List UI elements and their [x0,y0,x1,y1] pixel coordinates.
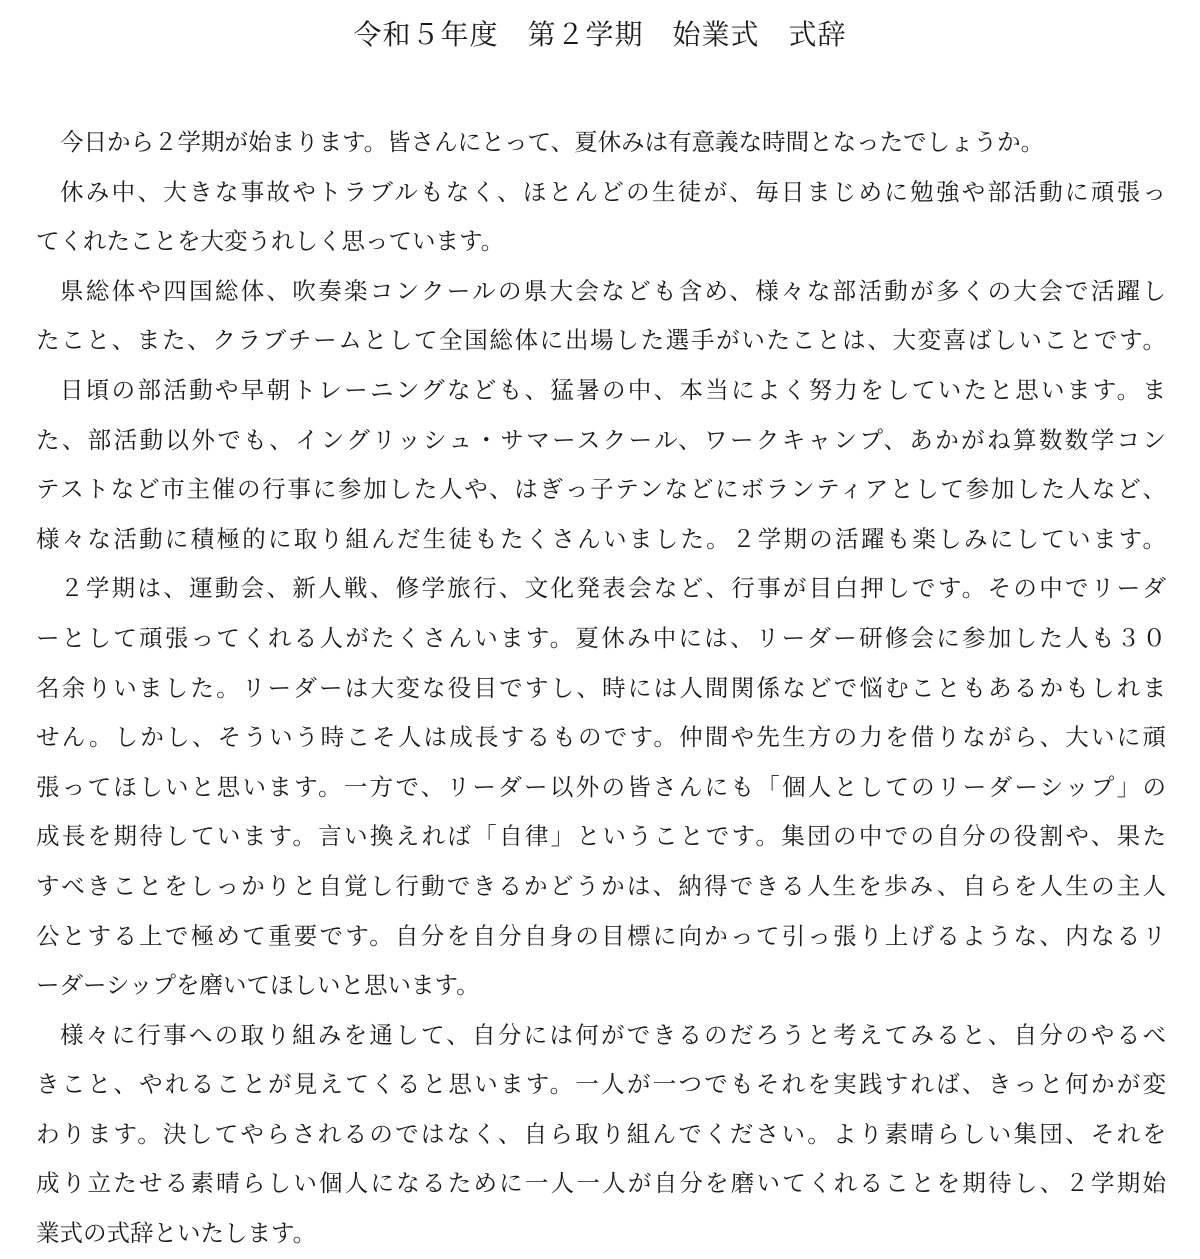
paragraph-5-line-4: せん。しかし、そういう時こそ人は成長するものです。仲間や先生方の力を借りながら、大いに頑 [36,723,1166,752]
paragraph-5-line-6: 成長を期待しています。言い換えれば「自律」ということです。集団の中での自分の役割や、果た [36,822,1166,851]
document-title: 令和５年度 第２学期 始業式 式辞 [353,18,847,51]
paragraph-5-line-5: 張ってほしいと思います。一方で、リーダー以外の皆さんにも「個人としてのリーダーシップ」の [36,772,1166,801]
paragraph-6-line-3: わります。決してやらされるのではなく、自ら取り組んでください。より素晴らしい集団、それを [36,1119,1166,1148]
paragraph-3-line-2: たこと、また、クラブチームとして全国総体に出場した選手がいたことは、大変喜ばしいことです。 [36,326,1166,355]
paragraph-4-line-3: テストなど市主催の行事に参加した人や、はぎっ子テンなどにボランティアとして参加した人など、 [36,475,1166,504]
paragraph-4-line-1: 日頃の部活動や早朝トレーニングなども、猛暑の中、本当によく努力をしていたと思います。ま [60,375,1166,404]
paragraph-6-line-1: 様々に行事への取り組みを通して、自分には何ができるのだろうと考えてみると、自分のやるべ [60,1020,1166,1049]
paragraph-5-line-9: ーダーシップを磨いてほしいと思います。 [36,971,480,1000]
paragraph-5-line-2: ーとして頑張ってくれる人がたくさんいます。夏休み中には、リーダー研修会に参加した人も３０ [36,623,1166,652]
paragraph-4-line-2: た、部活動以外でも、イングリッシュ・サマースクール、ワークキャンプ、あかがね算数数学コン [36,425,1166,454]
paragraph-5-line-1: ２学期は、運動会、新人戦、修学旅行、文化発表会など、行事が目白押しです。その中でリーダ [60,574,1166,603]
paragraph-2-line-2: てくれたことを大変うれしく思っています。 [36,227,505,256]
paragraph-6-line-4: 成り立たせる素晴らしい個人になるために一人一人が自分を磨いてくれることを期待し、２学期始 [36,1169,1166,1198]
paragraph-1-line-1: 今日から２学期が始まります。皆さんにとって、夏休みは有意義な時間となったでしょうか。 [60,128,1045,156]
paragraph-4-line-4: 様々な活動に積極的に取り組んだ生徒もたくさんいました。２学期の活躍も楽しみにしています。 [36,524,1166,553]
paragraph-6-line-5: 業式の式辞といたします。 [36,1219,317,1248]
paragraph-2-line-1: 休み中、大きな事故やトラブルもなく、ほとんどの生徒が、毎日まじめに勉強や部活動に頑張っ [60,177,1166,206]
paragraph-5-line-7: すべきことをしっかりと自覚し行動できるかどうかは、納得できる人生を歩み、自らを人生の主人 [36,871,1166,900]
paragraph-5-line-8: 公とする上で極めて重要です。自分を自分自身の目標に向かって引っ張り上げるような、内なるリ [36,921,1166,950]
paragraph-5-line-3: 名余りいました。リーダーは大変な役目ですし、時には人間関係などで悩むこともあるかもしれま [36,673,1166,702]
speech-body [36,118,1166,1259]
paragraph-6-line-2: きこと、やれることが見えてくると思います。一人が一つでもそれを実践すれば、きっと何かが変 [36,1070,1166,1099]
paragraph-3-line-1: 県総体や四国総体、吹奏楽コンクールの県大会なども含め、様々な部活動が多くの大会で活躍し [60,276,1166,305]
